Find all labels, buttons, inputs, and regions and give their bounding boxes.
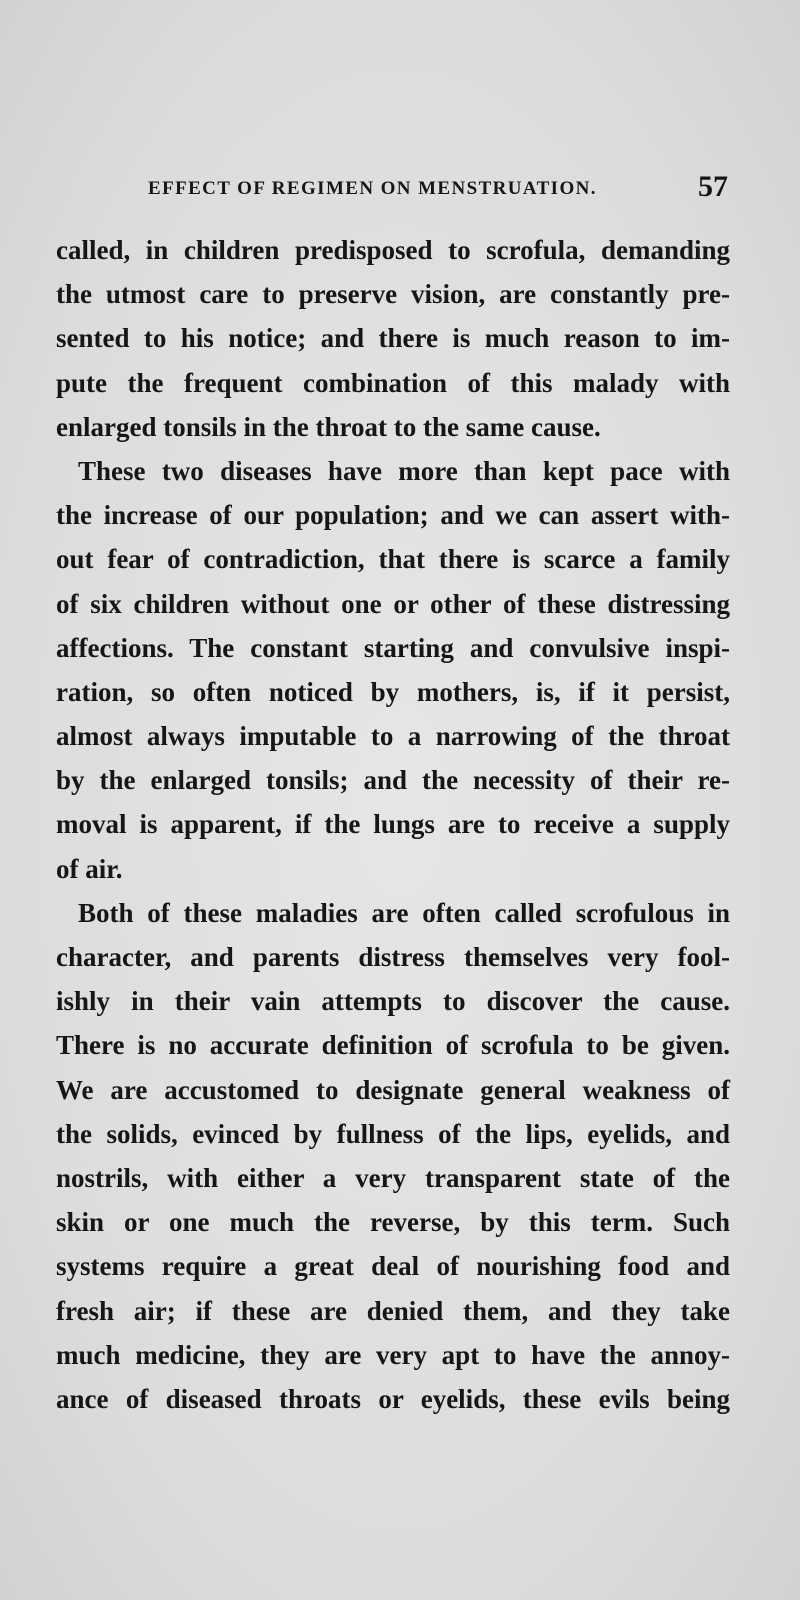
text-line: enlarged tonsils in the throat to the same cause. (56, 411, 601, 442)
text-line: by the enlarged tonsils; and the necessity of their re- (56, 765, 730, 796)
text-line: of six children without one or other of these distressing (56, 588, 730, 619)
text-line: the solids, evinced by fullness of the lips, eyelids, and (56, 1118, 730, 1149)
page-number: 57 (698, 170, 728, 203)
text-line: ishly in their vain attempts to discover the cause. (56, 986, 730, 1017)
running-head (56, 172, 730, 212)
text-line: systems require a great deal of nourishing food and (56, 1251, 730, 1282)
text-line: We are accustomed to designate general weakness of (56, 1074, 730, 1105)
text-line: skin or one much the reverse, by this term. Such (56, 1207, 730, 1238)
text-line: ance of diseased throats or eyelids, these evils being (56, 1383, 730, 1414)
text-line: These two diseases have more than kept pace with (78, 455, 730, 486)
text-line: much medicine, they are very apt to have the annoy- (56, 1339, 730, 1370)
text-line: almost always imputable to a narrowing of the throat (56, 721, 730, 752)
text-line: affections. The constant starting and convulsive inspi- (56, 632, 730, 663)
running-head-title: EFFECT OF REGIMEN ON MENSTRUATION. (148, 178, 597, 199)
text-line: There is no accurate definition of scrofula to be given. (56, 1030, 730, 1061)
text-line: of air. (56, 853, 123, 884)
text-line: called, in children predisposed to scrofula, demanding (56, 235, 730, 265)
text-line: ration, so often noticed by mothers, is, if it persist, (56, 676, 730, 707)
body-text (56, 228, 730, 1421)
text-line: character, and parents distress themselves very fool- (56, 942, 730, 972)
text-line: pute the frequent combination of this malady with (56, 367, 730, 398)
text-line: moval is apparent, if the lungs are to receive a supply (56, 809, 730, 840)
text-line: sented to his notice; and there is much reason to im- (56, 323, 730, 354)
text-line: fresh air; if these are denied them, and they take (56, 1295, 730, 1326)
text-line: the utmost care to preserve vision, are constantly pre- (56, 279, 730, 310)
text-line: nostrils, with either a very transparent state of the (56, 1162, 730, 1193)
text-line: Both of these maladies are often called scrofulous in (78, 897, 730, 928)
text-line: out fear of contradiction, that there is scarce a family (56, 544, 730, 575)
text-line: the increase of our population; and we can assert with- (56, 500, 730, 531)
